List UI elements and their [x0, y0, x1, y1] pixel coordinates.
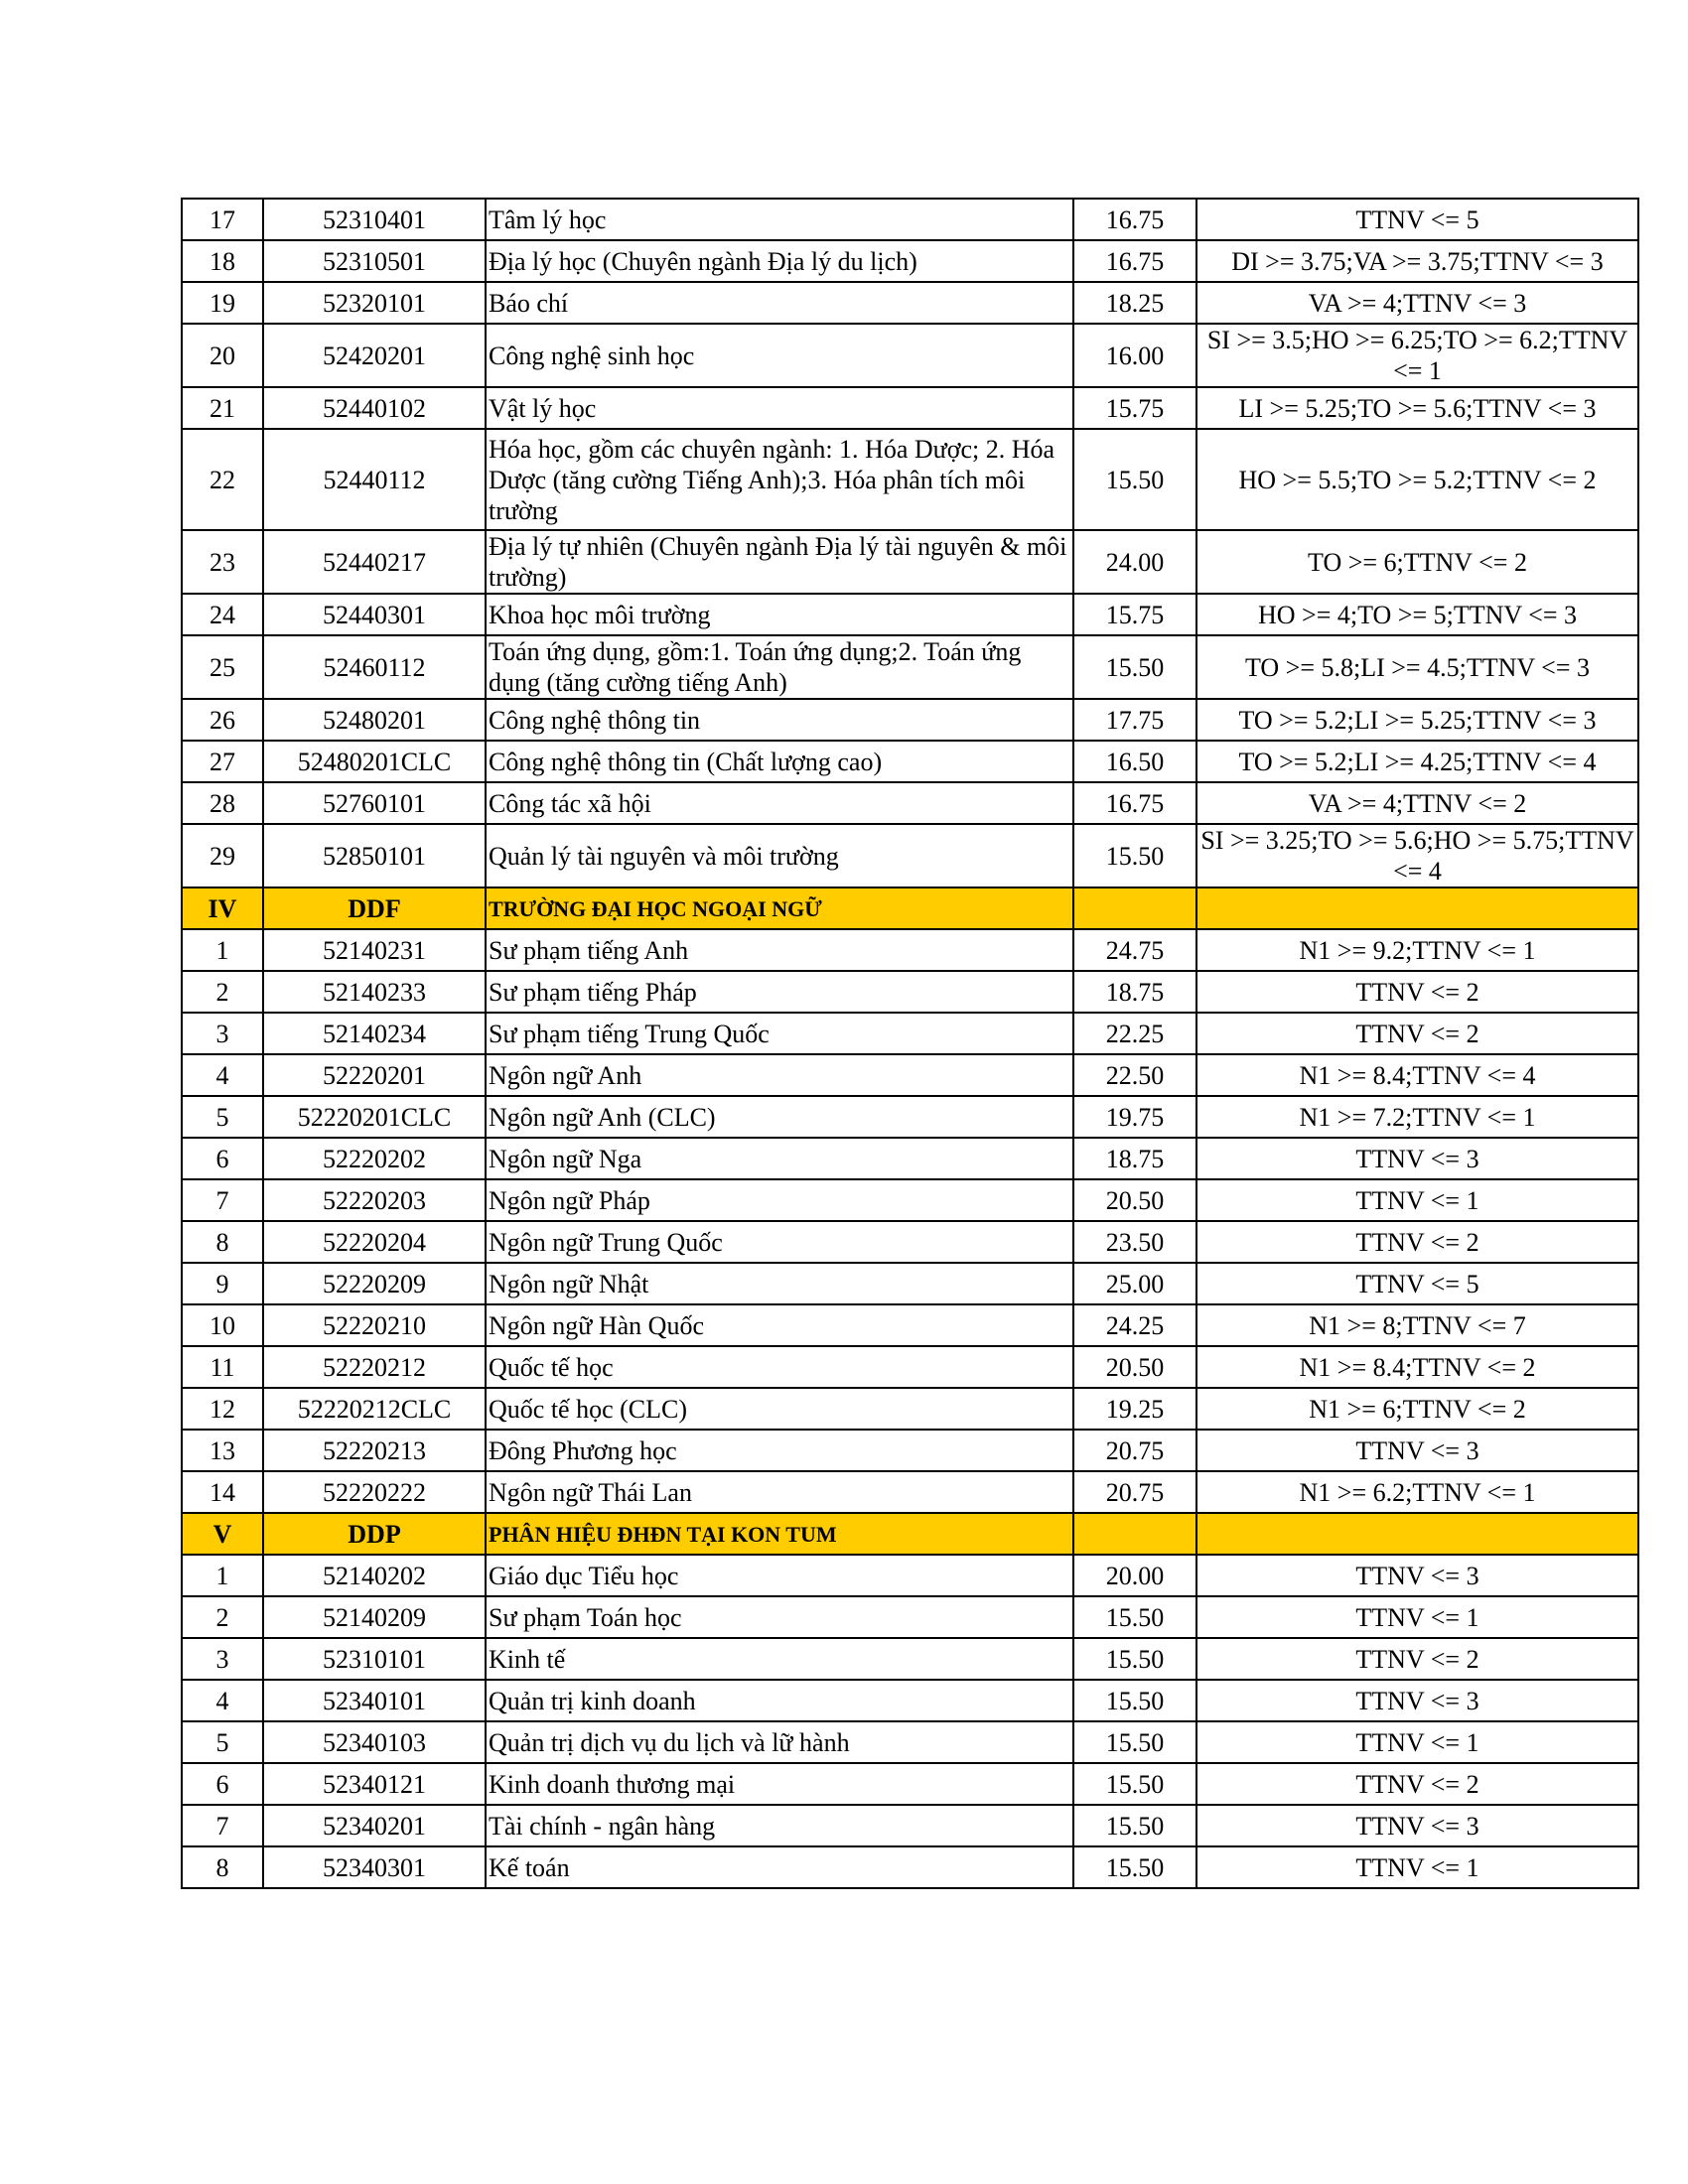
table-row	[182, 530, 1638, 594]
row-number-cell: 4	[182, 1680, 263, 1721]
tie-break-condition-cell: N1 >= 8.4;TTNV <= 4	[1196, 1054, 1638, 1096]
major-code-cell: 52220212	[263, 1346, 486, 1388]
row-number-cell: 27	[182, 741, 263, 782]
row-number-cell: 29	[182, 824, 263, 887]
table-row	[182, 824, 1638, 887]
major-code-cell: 52340103	[263, 1721, 486, 1763]
tie-break-condition-cell: TTNV <= 2	[1196, 1763, 1638, 1805]
major-code-cell: 52310101	[263, 1638, 486, 1680]
major-code-cell: 52220201	[263, 1054, 486, 1096]
cutoff-score-cell: 20.75	[1073, 1471, 1196, 1513]
major-code-cell: 52140234	[263, 1013, 486, 1054]
tie-break-condition-cell: N1 >= 9.2;TTNV <= 1	[1196, 929, 1638, 971]
tie-break-condition-cell: TTNV <= 2	[1196, 1638, 1638, 1680]
row-number-cell: 14	[182, 1471, 263, 1513]
row-number-cell: 9	[182, 1263, 263, 1304]
major-code-cell: 52850101	[263, 824, 486, 887]
table-row	[182, 1680, 1638, 1721]
tie-break-condition-cell: N1 >= 6.2;TTNV <= 1	[1196, 1471, 1638, 1513]
tie-break-condition-cell: DI >= 3.75;VA >= 3.75;TTNV <= 3	[1196, 240, 1638, 282]
tie-break-condition-cell: VA >= 4;TTNV <= 2	[1196, 782, 1638, 824]
major-name-cell: TRƯỜNG ĐẠI HỌC NGOẠI NGỮ	[486, 887, 1073, 929]
major-name-cell: Quốc tế học	[486, 1346, 1073, 1388]
major-name-cell: Công nghệ thông tin (Chất lượng cao)	[486, 741, 1073, 782]
major-code-cell: 52220213	[263, 1430, 486, 1471]
tie-break-condition-cell	[1196, 887, 1638, 929]
major-code-cell: 52310501	[263, 240, 486, 282]
row-number-cell: 3	[182, 1013, 263, 1054]
row-number-cell: 26	[182, 699, 263, 741]
row-number-cell: 2	[182, 1596, 263, 1638]
table-row	[182, 1263, 1638, 1304]
table-row	[182, 1054, 1638, 1096]
major-name-cell: Báo chí	[486, 282, 1073, 324]
tie-break-condition-cell: TTNV <= 3	[1196, 1430, 1638, 1471]
table-row	[182, 1388, 1638, 1430]
major-code-cell: 52340121	[263, 1763, 486, 1805]
table-row	[182, 199, 1638, 240]
cutoff-score-cell: 15.50	[1073, 1596, 1196, 1638]
major-code-cell: 52140231	[263, 929, 486, 971]
cutoff-score-cell: 24.00	[1073, 530, 1196, 594]
cutoff-score-cell: 25.00	[1073, 1263, 1196, 1304]
tie-break-condition-cell: HO >= 5.5;TO >= 5.2;TTNV <= 2	[1196, 429, 1638, 530]
major-name-cell: Đông Phương học	[486, 1430, 1073, 1471]
row-number-cell: V	[182, 1513, 263, 1555]
cutoff-score-cell: 20.50	[1073, 1179, 1196, 1221]
major-code-cell: 52220203	[263, 1179, 486, 1221]
row-number-cell: 23	[182, 530, 263, 594]
cutoff-score-cell: 17.75	[1073, 699, 1196, 741]
row-number-cell: 25	[182, 635, 263, 699]
table-row	[182, 1304, 1638, 1346]
major-code-cell: DDP	[263, 1513, 486, 1555]
major-name-cell: Toán ứng dụng, gồm:1. Toán ứng dụng;2. Toán ứng dụng (tăng cường tiếng Anh)	[486, 635, 1073, 699]
major-name-cell: Sư phạm tiếng Anh	[486, 929, 1073, 971]
row-number-cell: 11	[182, 1346, 263, 1388]
major-name-cell: Quốc tế học (CLC)	[486, 1388, 1073, 1430]
major-code-cell: 52320101	[263, 282, 486, 324]
major-name-cell: Quản lý tài nguyên và môi trường	[486, 824, 1073, 887]
section-header-row	[182, 887, 1638, 929]
tie-break-condition-cell: TTNV <= 3	[1196, 1138, 1638, 1179]
major-code-cell: 52420201	[263, 324, 486, 387]
tie-break-condition-cell: TTNV <= 1	[1196, 1179, 1638, 1221]
tie-break-condition-cell: TTNV <= 3	[1196, 1805, 1638, 1846]
table-row	[182, 387, 1638, 429]
cutoff-score-cell: 15.50	[1073, 429, 1196, 530]
cutoff-score-cell: 15.75	[1073, 594, 1196, 635]
row-number-cell: 1	[182, 1555, 263, 1596]
tie-break-condition-cell: N1 >= 8.4;TTNV <= 2	[1196, 1346, 1638, 1388]
row-number-cell: 20	[182, 324, 263, 387]
row-number-cell: 5	[182, 1721, 263, 1763]
table-row	[182, 1846, 1638, 1888]
tie-break-condition-cell: N1 >= 8;TTNV <= 7	[1196, 1304, 1638, 1346]
major-name-cell: Ngôn ngữ Anh (CLC)	[486, 1096, 1073, 1138]
cutoff-score-cell: 16.75	[1073, 782, 1196, 824]
table-row	[182, 1096, 1638, 1138]
cutoff-score-cell: 15.50	[1073, 1763, 1196, 1805]
tie-break-condition-cell: TO >= 6;TTNV <= 2	[1196, 530, 1638, 594]
table-row	[182, 1471, 1638, 1513]
major-code-cell: 52340201	[263, 1805, 486, 1846]
table-row	[182, 741, 1638, 782]
section-header-row	[182, 1513, 1638, 1555]
tie-break-condition-cell: SI >= 3.25;TO >= 5.6;HO >= 5.75;TTNV <= 4	[1196, 824, 1638, 887]
table-row	[182, 782, 1638, 824]
table-row	[182, 429, 1638, 530]
row-number-cell: 5	[182, 1096, 263, 1138]
major-name-cell: Tâm lý học	[486, 199, 1073, 240]
major-name-cell: Quản trị kinh doanh	[486, 1680, 1073, 1721]
cutoff-score-cell	[1073, 887, 1196, 929]
row-number-cell: 2	[182, 971, 263, 1013]
row-number-cell: 12	[182, 1388, 263, 1430]
major-code-cell: 52220204	[263, 1221, 486, 1263]
major-name-cell: Ngôn ngữ Thái Lan	[486, 1471, 1073, 1513]
cutoff-score-cell: 15.50	[1073, 1805, 1196, 1846]
tie-break-condition-cell: TTNV <= 3	[1196, 1680, 1638, 1721]
cutoff-score-cell: 24.25	[1073, 1304, 1196, 1346]
row-number-cell: 7	[182, 1179, 263, 1221]
major-name-cell: PHÂN HIỆU ĐHĐN TẠI KON TUM	[486, 1513, 1073, 1555]
tie-break-condition-cell: TTNV <= 5	[1196, 1263, 1638, 1304]
table-row	[182, 971, 1638, 1013]
table-row	[182, 1179, 1638, 1221]
major-name-cell: Ngôn ngữ Hàn Quốc	[486, 1304, 1073, 1346]
major-name-cell: Sư phạm tiếng Pháp	[486, 971, 1073, 1013]
major-code-cell: 52310401	[263, 199, 486, 240]
table-row	[182, 1555, 1638, 1596]
major-code-cell: 52480201CLC	[263, 741, 486, 782]
major-name-cell: Kế toán	[486, 1846, 1073, 1888]
cutoff-score-cell	[1073, 1513, 1196, 1555]
table-row	[182, 1638, 1638, 1680]
row-number-cell: 8	[182, 1221, 263, 1263]
tie-break-condition-cell: SI >= 3.5;HO >= 6.25;TO >= 6.2;TTNV <= 1	[1196, 324, 1638, 387]
tie-break-condition-cell: TTNV <= 1	[1196, 1596, 1638, 1638]
major-name-cell: Kinh tế	[486, 1638, 1073, 1680]
row-number-cell: 4	[182, 1054, 263, 1096]
cutoff-score-cell: 15.50	[1073, 1721, 1196, 1763]
table-row	[182, 240, 1638, 282]
major-code-cell: 52220210	[263, 1304, 486, 1346]
table-row	[182, 1346, 1638, 1388]
row-number-cell: 8	[182, 1846, 263, 1888]
major-name-cell: Hóa học, gồm các chuyên ngành: 1. Hóa Dược; 2. Hóa Dược (tăng cường Tiếng Anh);3. Hóa phân tích môi trường	[486, 429, 1073, 530]
major-name-cell: Ngôn ngữ Pháp	[486, 1179, 1073, 1221]
row-number-cell: 10	[182, 1304, 263, 1346]
major-name-cell: Vật lý học	[486, 387, 1073, 429]
cutoff-score-cell: 15.50	[1073, 824, 1196, 887]
major-name-cell: Địa lý tự nhiên (Chuyên ngành Địa lý tài nguyên & môi trường)	[486, 530, 1073, 594]
tie-break-condition-cell: N1 >= 7.2;TTNV <= 1	[1196, 1096, 1638, 1138]
cutoff-score-cell: 15.75	[1073, 387, 1196, 429]
tie-break-condition-cell: TTNV <= 2	[1196, 1221, 1638, 1263]
table-row	[182, 1138, 1638, 1179]
cutoff-score-cell: 18.75	[1073, 971, 1196, 1013]
tie-break-condition-cell: TTNV <= 1	[1196, 1721, 1638, 1763]
row-number-cell: 18	[182, 240, 263, 282]
cutoff-score-cell: 20.50	[1073, 1346, 1196, 1388]
tie-break-condition-cell: TTNV <= 1	[1196, 1846, 1638, 1888]
cutoff-score-cell: 22.25	[1073, 1013, 1196, 1054]
major-code-cell: 52480201	[263, 699, 486, 741]
tie-break-condition-cell: TTNV <= 2	[1196, 971, 1638, 1013]
cutoff-score-cell: 15.50	[1073, 1638, 1196, 1680]
cutoff-score-cell: 22.50	[1073, 1054, 1196, 1096]
major-code-cell: 52220202	[263, 1138, 486, 1179]
score-table-body	[182, 199, 1638, 1888]
major-name-cell: Ngôn ngữ Nhật	[486, 1263, 1073, 1304]
row-number-cell: 1	[182, 929, 263, 971]
table-row	[182, 1763, 1638, 1805]
major-code-cell: 52460112	[263, 635, 486, 699]
major-name-cell: Quản trị dịch vụ du lịch và lữ hành	[486, 1721, 1073, 1763]
cutoff-score-cell: 16.75	[1073, 199, 1196, 240]
row-number-cell: 7	[182, 1805, 263, 1846]
tie-break-condition-cell: TTNV <= 3	[1196, 1555, 1638, 1596]
row-number-cell: 22	[182, 429, 263, 530]
major-code-cell: 52760101	[263, 782, 486, 824]
row-number-cell: 21	[182, 387, 263, 429]
cutoff-score-cell: 19.25	[1073, 1388, 1196, 1430]
row-number-cell: 13	[182, 1430, 263, 1471]
table-row	[182, 282, 1638, 324]
table-row	[182, 594, 1638, 635]
cutoff-score-cell: 15.50	[1073, 1680, 1196, 1721]
tie-break-condition-cell	[1196, 1513, 1638, 1555]
tie-break-condition-cell: TO >= 5.8;LI >= 4.5;TTNV <= 3	[1196, 635, 1638, 699]
tie-break-condition-cell: TTNV <= 2	[1196, 1013, 1638, 1054]
cutoff-score-cell: 19.75	[1073, 1096, 1196, 1138]
row-number-cell: 19	[182, 282, 263, 324]
major-code-cell: 52220209	[263, 1263, 486, 1304]
table-row	[182, 1596, 1638, 1638]
major-name-cell: Công tác xã hội	[486, 782, 1073, 824]
table-row	[182, 1221, 1638, 1263]
major-name-cell: Sư phạm Toán học	[486, 1596, 1073, 1638]
cutoff-score-cell: 20.00	[1073, 1555, 1196, 1596]
cutoff-score-cell: 18.25	[1073, 282, 1196, 324]
major-code-cell: DDF	[263, 887, 486, 929]
tie-break-condition-cell: N1 >= 6;TTNV <= 2	[1196, 1388, 1638, 1430]
major-name-cell: Địa lý học (Chuyên ngành Địa lý du lịch)	[486, 240, 1073, 282]
cutoff-score-cell: 15.50	[1073, 1846, 1196, 1888]
cutoff-score-cell: 24.75	[1073, 929, 1196, 971]
table-row	[182, 1805, 1638, 1846]
major-name-cell: Ngôn ngữ Nga	[486, 1138, 1073, 1179]
row-number-cell: 17	[182, 199, 263, 240]
major-code-cell: 52440102	[263, 387, 486, 429]
row-number-cell: 6	[182, 1138, 263, 1179]
major-name-cell: Ngôn ngữ Anh	[486, 1054, 1073, 1096]
admission-score-table	[181, 198, 1639, 1889]
row-number-cell: 24	[182, 594, 263, 635]
tie-break-condition-cell: VA >= 4;TTNV <= 3	[1196, 282, 1638, 324]
table-row	[182, 635, 1638, 699]
row-number-cell: 6	[182, 1763, 263, 1805]
tie-break-condition-cell: TO >= 5.2;LI >= 5.25;TTNV <= 3	[1196, 699, 1638, 741]
major-code-cell: 52220212CLC	[263, 1388, 486, 1430]
table-row	[182, 699, 1638, 741]
major-code-cell: 52440301	[263, 594, 486, 635]
major-name-cell: Sư phạm tiếng Trung Quốc	[486, 1013, 1073, 1054]
row-number-cell: IV	[182, 887, 263, 929]
major-code-cell: 52220201CLC	[263, 1096, 486, 1138]
tie-break-condition-cell: TTNV <= 5	[1196, 199, 1638, 240]
major-name-cell: Công nghệ sinh học	[486, 324, 1073, 387]
table-row	[182, 1721, 1638, 1763]
major-code-cell: 52440112	[263, 429, 486, 530]
major-name-cell: Ngôn ngữ Trung Quốc	[486, 1221, 1073, 1263]
tie-break-condition-cell: LI >= 5.25;TO >= 5.6;TTNV <= 3	[1196, 387, 1638, 429]
cutoff-score-cell: 18.75	[1073, 1138, 1196, 1179]
cutoff-score-cell: 23.50	[1073, 1221, 1196, 1263]
major-name-cell: Tài chính - ngân hàng	[486, 1805, 1073, 1846]
major-name-cell: Công nghệ thông tin	[486, 699, 1073, 741]
major-name-cell: Khoa học môi trường	[486, 594, 1073, 635]
table-row	[182, 1013, 1638, 1054]
row-number-cell: 3	[182, 1638, 263, 1680]
cutoff-score-cell: 15.50	[1073, 635, 1196, 699]
table-row	[182, 324, 1638, 387]
cutoff-score-cell: 16.50	[1073, 741, 1196, 782]
major-code-cell: 52140209	[263, 1596, 486, 1638]
major-code-cell: 52220222	[263, 1471, 486, 1513]
table-row	[182, 1430, 1638, 1471]
cutoff-score-cell: 20.75	[1073, 1430, 1196, 1471]
table-row	[182, 929, 1638, 971]
major-code-cell: 52140233	[263, 971, 486, 1013]
cutoff-score-cell: 16.00	[1073, 324, 1196, 387]
cutoff-score-cell: 16.75	[1073, 240, 1196, 282]
major-code-cell: 52340101	[263, 1680, 486, 1721]
major-code-cell: 52440217	[263, 530, 486, 594]
major-name-cell: Giáo dục Tiểu học	[486, 1555, 1073, 1596]
tie-break-condition-cell: HO >= 4;TO >= 5;TTNV <= 3	[1196, 594, 1638, 635]
tie-break-condition-cell: TO >= 5.2;LI >= 4.25;TTNV <= 4	[1196, 741, 1638, 782]
major-name-cell: Kinh doanh thương mại	[486, 1763, 1073, 1805]
major-code-cell: 52340301	[263, 1846, 486, 1888]
major-code-cell: 52140202	[263, 1555, 486, 1596]
row-number-cell: 28	[182, 782, 263, 824]
